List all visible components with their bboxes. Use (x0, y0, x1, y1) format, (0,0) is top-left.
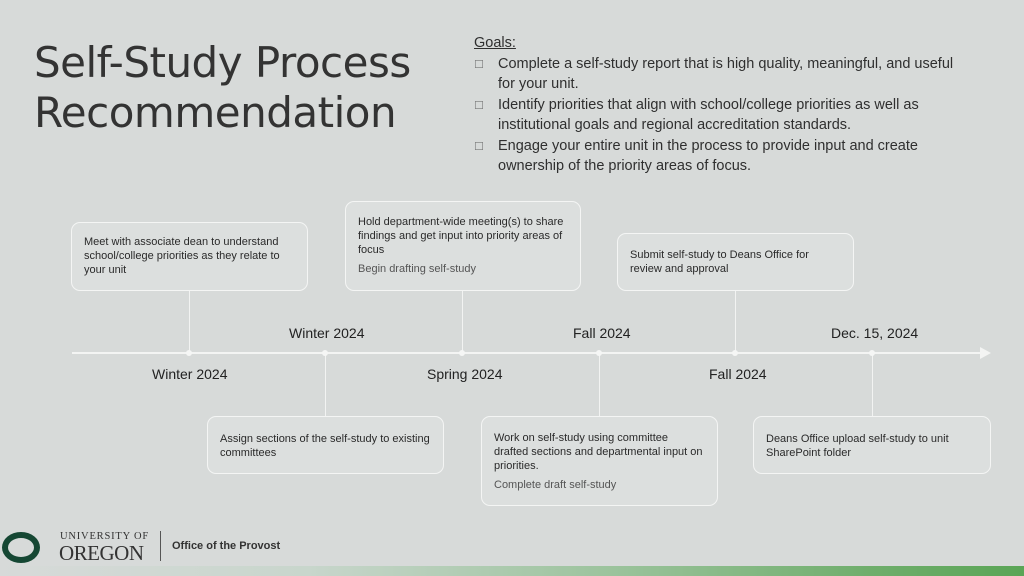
goals-section (474, 33, 974, 177)
goal-text: Engage your entire unit in the process to provide input and create ownership of the priority areas of focus. (498, 137, 918, 174)
date-label: Winter 2024 (289, 325, 365, 341)
milestone-text: Work on self-study using committee drafted sections and departmental input on priorities. (494, 432, 703, 472)
arrow-right-icon (980, 347, 991, 359)
milestone-card (481, 416, 718, 506)
oregon-o-icon (2, 532, 40, 563)
page-title (34, 38, 434, 138)
timeline-axis (72, 352, 982, 354)
timeline-dot (186, 350, 192, 356)
title-line-1: Self-Study Process (34, 38, 411, 87)
university-logo (0, 527, 300, 567)
milestone-text: Assign sections of the self-study to existing committees (220, 433, 430, 459)
university-bottom-text: OREGON (59, 541, 144, 565)
milestone-card (71, 222, 308, 291)
milestone-text: Hold department-wide meeting(s) to share findings and get input into priority areas of focus (358, 216, 564, 256)
goal-item (474, 95, 974, 136)
checkbox-bullet-icon: ☐ (474, 140, 484, 153)
connector-line (872, 355, 873, 417)
timeline-dot (732, 350, 738, 356)
milestone-text: Meet with associate dean to understand school/college priorities as they relate to your unit (84, 236, 280, 276)
milestone-text: Submit self-study to Deans Office for review and approval (630, 249, 809, 275)
milestone-subtext: Complete draft self-study (494, 479, 617, 491)
timeline-dot (459, 350, 465, 356)
goal-item (474, 136, 974, 177)
footer-gradient-bar (0, 566, 1024, 576)
connector-line (599, 355, 600, 417)
connector-line (325, 355, 326, 417)
goal-text: Identify priorities that align with school/college priorities as well as institutional goals and regional accreditation standards. (498, 96, 919, 133)
logo-divider (160, 531, 161, 561)
connector-line (189, 291, 190, 351)
university-top-text: UNIVERSITY OF (60, 531, 150, 542)
timeline-dot (596, 350, 602, 356)
goals-heading: Goals: (474, 35, 516, 51)
date-label: Dec. 15, 2024 (831, 325, 919, 341)
title-line-2: Recommendation (34, 88, 397, 137)
timeline-dot (869, 350, 875, 356)
date-label: Spring 2024 (427, 366, 503, 382)
timeline-dot (322, 350, 328, 356)
connector-line (462, 291, 463, 351)
date-label: Fall 2024 (573, 325, 631, 341)
goal-text: Complete a self-study report that is high quality, meaningful, and useful for your unit. (498, 55, 954, 92)
connector-line (735, 291, 736, 351)
office-name: Office of the Provost (172, 540, 281, 552)
milestone-card (207, 416, 444, 474)
milestone-card (345, 201, 581, 291)
checkbox-bullet-icon: ☐ (474, 99, 484, 112)
goal-item (474, 54, 974, 95)
milestone-card (753, 416, 991, 474)
milestone-subtext: Begin drafting self-study (358, 263, 477, 275)
checkbox-bullet-icon: ☐ (474, 58, 484, 71)
date-label: Fall 2024 (709, 366, 767, 382)
milestone-text: Deans Office upload self-study to unit SharePoint folder (766, 433, 949, 459)
milestone-card (617, 233, 854, 291)
date-label: Winter 2024 (152, 366, 228, 382)
